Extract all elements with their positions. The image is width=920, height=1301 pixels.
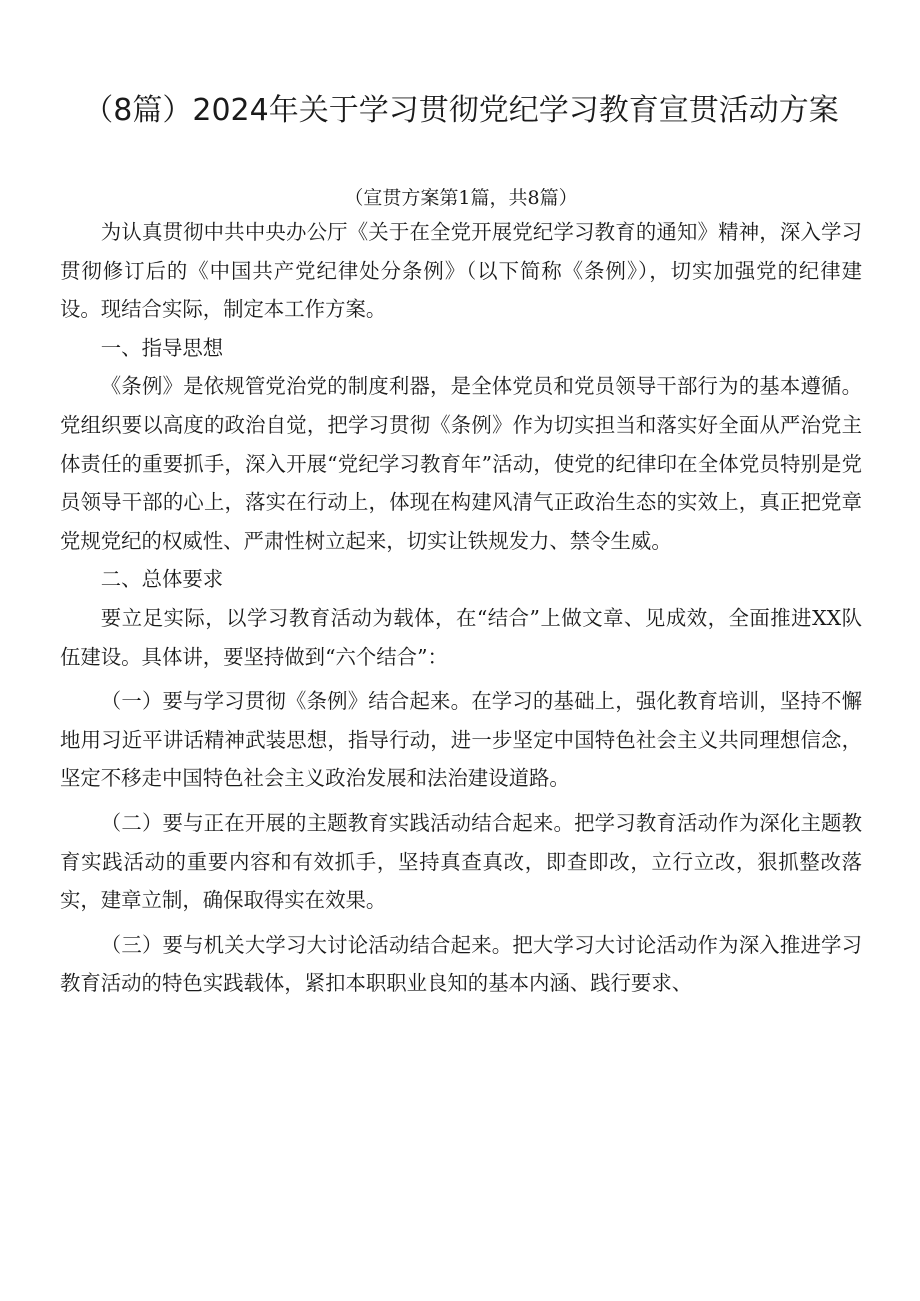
section-heading-general-requirements: 二、总体要求 — [100, 567, 224, 592]
section-heading-guiding-thought: 一、指导思想 — [100, 335, 224, 360]
document-subtitle: （宣贯方案第1篇，共8篇） — [344, 187, 578, 209]
guiding-thought-paragraph: 《条例》是依规管党治党的制度利器，是全体党员和党员领导干部行为的基本遵循。党组织要以高度的政治自觉，把学习贯彻《条例》作为切实担当和落实好全面从严治党主体责任的重要抓手，深入开展“党纪学习教育年”活动，使党的纪律印在全体党员特别是党员领导干部的心上，落实在行动上，体现在构建风清气正政治生态的实效上，真正把党章党规党纪的权威性、严肃性树立起来，切实让铁规发力、禁令生威。 — [60, 374, 862, 553]
requirement-item-2: （二）要与正在开展的主题教育实践活动结合起来。把学习教育活动作为深化主题教育实践活动的重要内容和有效抓手，坚持真查真改，即查即改，立行立改，狠抓整改落实，建章立制，确保取得实在效果。 — [60, 810, 862, 913]
document-title: （8篇）2024年关于学习贯彻党纪学习教育宣贯活动方案 — [83, 93, 839, 128]
requirement-item-1: （一）要与学习贯彻《条例》结合起来。在学习的基础上，强化教育培训，坚持不懈地用习近平讲话精神武装思想，指导行动，进一步坚定中国特色社会主义共同理想信念，坚定不移走中国特色社会主义政治发展和法治建设道路。 — [60, 689, 862, 791]
general-requirements-paragraph: 要立足实际，以学习教育活动为载体，在“结合”上做文章、见成效，全面推进XX队伍建设。具体讲，要坚持做到“六个结合”： — [60, 605, 862, 669]
requirement-item-3: （三）要与机关大学习大讨论活动结合起来。把大学习大讨论活动作为深入推进学习教育活动的特色实践载体，紧扣本职职业良知的基本内涵、践行要求、 — [60, 932, 862, 996]
intro-paragraph: 为认真贯彻中共中央办公厅《关于在全党开展党纪学习教育的通知》精神，深入学习贯彻修订后的《中国共产党纪律处分条例》（以下简称《条例》），切实加强党的纪律建设。现结合实际，制定本工作方案。 — [60, 220, 862, 322]
